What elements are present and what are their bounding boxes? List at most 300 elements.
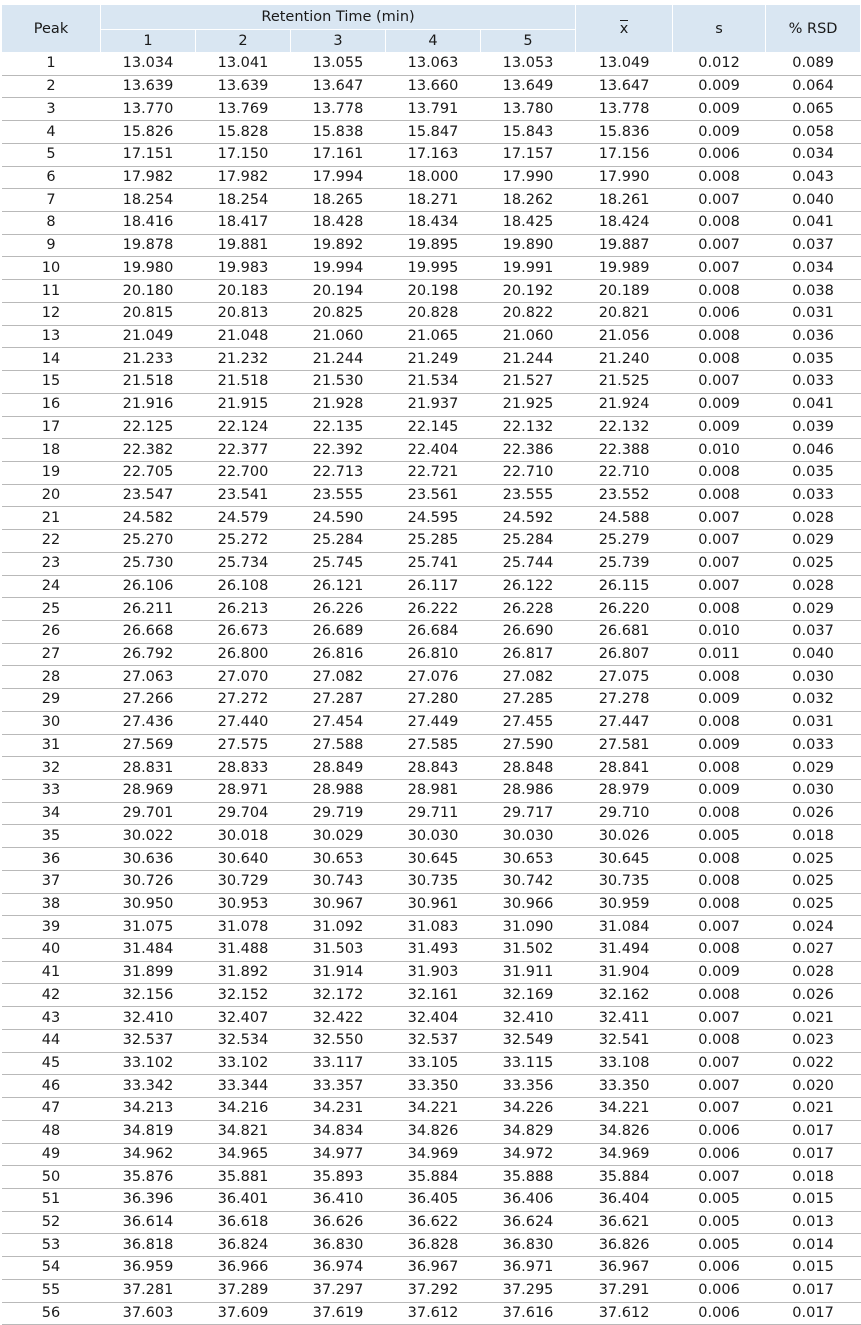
cell-rsd: 0.018 bbox=[766, 825, 861, 848]
cell-rsd: 0.021 bbox=[766, 1098, 861, 1121]
cell-rsd: 0.041 bbox=[766, 393, 861, 416]
cell-peak: 50 bbox=[2, 1166, 101, 1189]
cell-run-4: 26.117 bbox=[386, 575, 481, 598]
cell-run-2: 18.254 bbox=[196, 189, 291, 212]
cell-mean: 21.240 bbox=[576, 348, 673, 371]
cell-std-dev: 0.006 bbox=[673, 1143, 766, 1166]
cell-run-3: 36.626 bbox=[291, 1211, 386, 1234]
cell-peak: 29 bbox=[2, 689, 101, 712]
cell-rsd: 0.037 bbox=[766, 234, 861, 257]
cell-run-2: 17.150 bbox=[196, 143, 291, 166]
cell-run-1: 32.537 bbox=[101, 1029, 196, 1052]
table-row bbox=[2, 1188, 861, 1211]
cell-rsd: 0.031 bbox=[766, 711, 861, 734]
cell-run-2: 27.575 bbox=[196, 734, 291, 757]
cell-run-5: 27.455 bbox=[481, 711, 576, 734]
cell-run-1: 37.603 bbox=[101, 1302, 196, 1325]
cell-mean: 28.979 bbox=[576, 780, 673, 803]
cell-run-2: 36.401 bbox=[196, 1188, 291, 1211]
cell-std-dev: 0.007 bbox=[673, 234, 766, 257]
cell-run-3: 18.265 bbox=[291, 189, 386, 212]
cell-rsd: 0.015 bbox=[766, 1188, 861, 1211]
cell-std-dev: 0.008 bbox=[673, 325, 766, 348]
cell-std-dev: 0.008 bbox=[673, 280, 766, 303]
table-body bbox=[2, 53, 861, 1325]
cell-run-5: 21.527 bbox=[481, 371, 576, 394]
cell-run-5: 28.848 bbox=[481, 757, 576, 780]
cell-mean: 21.525 bbox=[576, 371, 673, 394]
cell-run-3: 36.410 bbox=[291, 1188, 386, 1211]
table-row bbox=[2, 348, 861, 371]
cell-run-3: 21.530 bbox=[291, 371, 386, 394]
cell-mean: 36.967 bbox=[576, 1257, 673, 1280]
cell-run-4: 35.884 bbox=[386, 1166, 481, 1189]
cell-run-4: 30.961 bbox=[386, 893, 481, 916]
cell-run-4: 24.595 bbox=[386, 507, 481, 530]
cell-run-3: 15.838 bbox=[291, 121, 386, 144]
header-mean-label: x bbox=[619, 20, 629, 37]
cell-run-2: 18.417 bbox=[196, 212, 291, 235]
cell-mean: 30.026 bbox=[576, 825, 673, 848]
cell-run-1: 25.270 bbox=[101, 530, 196, 553]
cell-run-5: 31.502 bbox=[481, 939, 576, 962]
cell-run-5: 37.295 bbox=[481, 1279, 576, 1302]
cell-run-1: 20.180 bbox=[101, 280, 196, 303]
cell-std-dev: 0.006 bbox=[673, 302, 766, 325]
cell-peak: 45 bbox=[2, 1052, 101, 1075]
header-mean bbox=[576, 5, 673, 53]
cell-run-3: 32.550 bbox=[291, 1029, 386, 1052]
cell-run-1: 31.899 bbox=[101, 961, 196, 984]
cell-run-5: 15.843 bbox=[481, 121, 576, 144]
cell-run-4: 26.810 bbox=[386, 643, 481, 666]
cell-run-4: 19.895 bbox=[386, 234, 481, 257]
table-row bbox=[2, 1075, 861, 1098]
cell-run-1: 21.916 bbox=[101, 393, 196, 416]
cell-run-4: 33.105 bbox=[386, 1052, 481, 1075]
table-row bbox=[2, 143, 861, 166]
cell-peak: 48 bbox=[2, 1120, 101, 1143]
cell-run-2: 24.579 bbox=[196, 507, 291, 530]
cell-run-1: 27.063 bbox=[101, 666, 196, 689]
cell-run-4: 30.735 bbox=[386, 870, 481, 893]
cell-run-1: 36.818 bbox=[101, 1234, 196, 1257]
cell-run-2: 13.769 bbox=[196, 98, 291, 121]
cell-run-4: 26.684 bbox=[386, 620, 481, 643]
cell-run-4: 27.585 bbox=[386, 734, 481, 757]
cell-mean: 23.552 bbox=[576, 484, 673, 507]
cell-run-3: 30.967 bbox=[291, 893, 386, 916]
cell-run-1: 34.819 bbox=[101, 1120, 196, 1143]
cell-run-4: 36.967 bbox=[386, 1257, 481, 1280]
cell-run-5: 29.717 bbox=[481, 802, 576, 825]
cell-run-3: 25.284 bbox=[291, 530, 386, 553]
cell-run-2: 31.892 bbox=[196, 961, 291, 984]
cell-rsd: 0.058 bbox=[766, 121, 861, 144]
cell-mean: 26.807 bbox=[576, 643, 673, 666]
cell-run-4: 31.083 bbox=[386, 916, 481, 939]
cell-run-4: 34.826 bbox=[386, 1120, 481, 1143]
cell-run-1: 36.614 bbox=[101, 1211, 196, 1234]
cell-peak: 1 bbox=[2, 53, 101, 76]
cell-run-5: 25.744 bbox=[481, 552, 576, 575]
cell-mean: 27.278 bbox=[576, 689, 673, 712]
cell-run-3: 31.092 bbox=[291, 916, 386, 939]
header-std-dev: s bbox=[673, 5, 766, 53]
cell-rsd: 0.037 bbox=[766, 620, 861, 643]
cell-mean: 26.681 bbox=[576, 620, 673, 643]
cell-std-dev: 0.009 bbox=[673, 393, 766, 416]
cell-std-dev: 0.005 bbox=[673, 1188, 766, 1211]
table-row bbox=[2, 1279, 861, 1302]
table-row bbox=[2, 53, 861, 76]
cell-rsd: 0.035 bbox=[766, 461, 861, 484]
table-row bbox=[2, 325, 861, 348]
cell-run-4: 27.076 bbox=[386, 666, 481, 689]
cell-std-dev: 0.008 bbox=[673, 757, 766, 780]
cell-run-3: 20.825 bbox=[291, 302, 386, 325]
cell-run-1: 28.831 bbox=[101, 757, 196, 780]
cell-rsd: 0.018 bbox=[766, 1166, 861, 1189]
cell-run-4: 29.711 bbox=[386, 802, 481, 825]
cell-run-4: 18.000 bbox=[386, 166, 481, 189]
cell-run-1: 34.213 bbox=[101, 1098, 196, 1121]
cell-rsd: 0.029 bbox=[766, 530, 861, 553]
cell-mean: 36.404 bbox=[576, 1188, 673, 1211]
cell-run-5: 27.082 bbox=[481, 666, 576, 689]
cell-rsd: 0.013 bbox=[766, 1211, 861, 1234]
table-row bbox=[2, 1211, 861, 1234]
cell-run-3: 22.135 bbox=[291, 416, 386, 439]
cell-std-dev: 0.007 bbox=[673, 552, 766, 575]
cell-std-dev: 0.009 bbox=[673, 75, 766, 98]
header-rsd: % RSD bbox=[766, 5, 861, 53]
cell-run-2: 30.729 bbox=[196, 870, 291, 893]
cell-run-4: 31.493 bbox=[386, 939, 481, 962]
cell-run-5: 37.616 bbox=[481, 1302, 576, 1325]
cell-mean: 25.279 bbox=[576, 530, 673, 553]
cell-run-2: 28.833 bbox=[196, 757, 291, 780]
cell-std-dev: 0.008 bbox=[673, 212, 766, 235]
cell-peak: 40 bbox=[2, 939, 101, 962]
table-row bbox=[2, 916, 861, 939]
table-row bbox=[2, 1052, 861, 1075]
table-row bbox=[2, 1029, 861, 1052]
cell-rsd: 0.025 bbox=[766, 552, 861, 575]
table-row bbox=[2, 598, 861, 621]
cell-rsd: 0.064 bbox=[766, 75, 861, 98]
cell-run-3: 20.194 bbox=[291, 280, 386, 303]
cell-std-dev: 0.007 bbox=[673, 530, 766, 553]
cell-peak: 22 bbox=[2, 530, 101, 553]
table-row bbox=[2, 371, 861, 394]
cell-run-5: 25.284 bbox=[481, 530, 576, 553]
cell-peak: 25 bbox=[2, 598, 101, 621]
cell-peak: 51 bbox=[2, 1188, 101, 1211]
header-run-5: 5 bbox=[481, 30, 576, 53]
cell-std-dev: 0.006 bbox=[673, 1120, 766, 1143]
table-header bbox=[2, 5, 861, 53]
cell-peak: 19 bbox=[2, 461, 101, 484]
cell-mean: 26.115 bbox=[576, 575, 673, 598]
cell-peak: 24 bbox=[2, 575, 101, 598]
cell-mean: 15.836 bbox=[576, 121, 673, 144]
cell-run-4: 34.221 bbox=[386, 1098, 481, 1121]
cell-run-1: 21.049 bbox=[101, 325, 196, 348]
cell-run-1: 27.266 bbox=[101, 689, 196, 712]
cell-peak: 52 bbox=[2, 1211, 101, 1234]
cell-run-1: 22.382 bbox=[101, 439, 196, 462]
table-row bbox=[2, 439, 861, 462]
cell-std-dev: 0.008 bbox=[673, 802, 766, 825]
cell-run-1: 22.705 bbox=[101, 461, 196, 484]
cell-mean: 37.291 bbox=[576, 1279, 673, 1302]
cell-rsd: 0.043 bbox=[766, 166, 861, 189]
cell-run-2: 30.953 bbox=[196, 893, 291, 916]
header-run-1: 1 bbox=[101, 30, 196, 53]
cell-run-2: 29.704 bbox=[196, 802, 291, 825]
cell-mean: 32.162 bbox=[576, 984, 673, 1007]
cell-run-2: 26.673 bbox=[196, 620, 291, 643]
table-row bbox=[2, 689, 861, 712]
cell-run-2: 21.915 bbox=[196, 393, 291, 416]
cell-peak: 11 bbox=[2, 280, 101, 303]
cell-run-1: 19.878 bbox=[101, 234, 196, 257]
cell-run-4: 23.561 bbox=[386, 484, 481, 507]
cell-run-4: 18.434 bbox=[386, 212, 481, 235]
cell-std-dev: 0.008 bbox=[673, 711, 766, 734]
cell-peak: 31 bbox=[2, 734, 101, 757]
cell-run-1: 18.416 bbox=[101, 212, 196, 235]
cell-std-dev: 0.009 bbox=[673, 734, 766, 757]
table-row bbox=[2, 1302, 861, 1325]
cell-run-4: 37.612 bbox=[386, 1302, 481, 1325]
cell-run-3: 36.974 bbox=[291, 1257, 386, 1280]
cell-rsd: 0.034 bbox=[766, 143, 861, 166]
cell-run-3: 24.590 bbox=[291, 507, 386, 530]
cell-std-dev: 0.007 bbox=[673, 189, 766, 212]
cell-run-5: 31.090 bbox=[481, 916, 576, 939]
cell-rsd: 0.041 bbox=[766, 212, 861, 235]
cell-peak: 53 bbox=[2, 1234, 101, 1257]
cell-run-5: 33.356 bbox=[481, 1075, 576, 1098]
cell-run-4: 15.847 bbox=[386, 121, 481, 144]
cell-run-5: 30.742 bbox=[481, 870, 576, 893]
table-row bbox=[2, 75, 861, 98]
table-row bbox=[2, 620, 861, 643]
cell-run-1: 35.876 bbox=[101, 1166, 196, 1189]
cell-run-5: 36.971 bbox=[481, 1257, 576, 1280]
cell-run-5: 32.169 bbox=[481, 984, 576, 1007]
cell-run-4: 27.449 bbox=[386, 711, 481, 734]
cell-rsd: 0.025 bbox=[766, 893, 861, 916]
cell-mean: 30.959 bbox=[576, 893, 673, 916]
cell-run-2: 25.734 bbox=[196, 552, 291, 575]
cell-run-2: 17.982 bbox=[196, 166, 291, 189]
cell-rsd: 0.026 bbox=[766, 984, 861, 1007]
cell-run-2: 33.344 bbox=[196, 1075, 291, 1098]
table-row bbox=[2, 302, 861, 325]
cell-run-3: 19.994 bbox=[291, 257, 386, 280]
cell-run-2: 28.971 bbox=[196, 780, 291, 803]
cell-mean: 36.826 bbox=[576, 1234, 673, 1257]
cell-run-3: 28.849 bbox=[291, 757, 386, 780]
cell-rsd: 0.033 bbox=[766, 371, 861, 394]
cell-run-5: 34.829 bbox=[481, 1120, 576, 1143]
cell-rsd: 0.017 bbox=[766, 1302, 861, 1325]
cell-run-2: 27.272 bbox=[196, 689, 291, 712]
cell-run-4: 30.645 bbox=[386, 848, 481, 871]
cell-run-4: 17.163 bbox=[386, 143, 481, 166]
cell-mean: 21.056 bbox=[576, 325, 673, 348]
cell-mean: 20.821 bbox=[576, 302, 673, 325]
cell-rsd: 0.040 bbox=[766, 643, 861, 666]
cell-run-1: 28.969 bbox=[101, 780, 196, 803]
cell-run-1: 32.156 bbox=[101, 984, 196, 1007]
cell-peak: 20 bbox=[2, 484, 101, 507]
cell-run-1: 30.022 bbox=[101, 825, 196, 848]
table-row bbox=[2, 484, 861, 507]
cell-mean: 32.541 bbox=[576, 1029, 673, 1052]
cell-peak: 43 bbox=[2, 1007, 101, 1030]
cell-run-1: 36.959 bbox=[101, 1257, 196, 1280]
cell-peak: 6 bbox=[2, 166, 101, 189]
cell-run-3: 37.297 bbox=[291, 1279, 386, 1302]
cell-mean: 13.049 bbox=[576, 53, 673, 76]
cell-run-4: 36.405 bbox=[386, 1188, 481, 1211]
cell-run-2: 21.232 bbox=[196, 348, 291, 371]
cell-run-3: 26.689 bbox=[291, 620, 386, 643]
cell-rsd: 0.022 bbox=[766, 1052, 861, 1075]
cell-run-2: 31.488 bbox=[196, 939, 291, 962]
table-row bbox=[2, 280, 861, 303]
cell-run-3: 27.082 bbox=[291, 666, 386, 689]
cell-rsd: 0.023 bbox=[766, 1029, 861, 1052]
cell-run-2: 22.377 bbox=[196, 439, 291, 462]
cell-run-1: 29.701 bbox=[101, 802, 196, 825]
cell-mean: 19.887 bbox=[576, 234, 673, 257]
table-row bbox=[2, 121, 861, 144]
cell-mean: 32.411 bbox=[576, 1007, 673, 1030]
cell-mean: 27.075 bbox=[576, 666, 673, 689]
cell-rsd: 0.025 bbox=[766, 848, 861, 871]
cell-run-5: 21.925 bbox=[481, 393, 576, 416]
table-row bbox=[2, 552, 861, 575]
cell-std-dev: 0.010 bbox=[673, 439, 766, 462]
cell-run-3: 22.392 bbox=[291, 439, 386, 462]
cell-run-2: 35.881 bbox=[196, 1166, 291, 1189]
cell-mean: 13.647 bbox=[576, 75, 673, 98]
cell-run-2: 32.152 bbox=[196, 984, 291, 1007]
cell-run-4: 21.249 bbox=[386, 348, 481, 371]
table-row bbox=[2, 870, 861, 893]
cell-peak: 16 bbox=[2, 393, 101, 416]
cell-run-2: 15.828 bbox=[196, 121, 291, 144]
cell-std-dev: 0.008 bbox=[673, 1029, 766, 1052]
cell-run-1: 27.436 bbox=[101, 711, 196, 734]
cell-run-4: 31.903 bbox=[386, 961, 481, 984]
cell-run-1: 21.233 bbox=[101, 348, 196, 371]
cell-run-3: 23.555 bbox=[291, 484, 386, 507]
cell-peak: 41 bbox=[2, 961, 101, 984]
cell-run-5: 20.822 bbox=[481, 302, 576, 325]
cell-rsd: 0.025 bbox=[766, 870, 861, 893]
cell-std-dev: 0.007 bbox=[673, 1098, 766, 1121]
table-row bbox=[2, 461, 861, 484]
cell-run-3: 19.892 bbox=[291, 234, 386, 257]
cell-rsd: 0.031 bbox=[766, 302, 861, 325]
cell-mean: 30.645 bbox=[576, 848, 673, 871]
cell-std-dev: 0.007 bbox=[673, 257, 766, 280]
cell-std-dev: 0.008 bbox=[673, 166, 766, 189]
cell-run-5: 33.115 bbox=[481, 1052, 576, 1075]
cell-run-1: 26.106 bbox=[101, 575, 196, 598]
cell-run-2: 31.078 bbox=[196, 916, 291, 939]
cell-std-dev: 0.011 bbox=[673, 643, 766, 666]
cell-std-dev: 0.008 bbox=[673, 348, 766, 371]
table-row bbox=[2, 893, 861, 916]
cell-run-5: 32.549 bbox=[481, 1029, 576, 1052]
table-row bbox=[2, 416, 861, 439]
cell-run-1: 32.410 bbox=[101, 1007, 196, 1030]
table-row bbox=[2, 234, 861, 257]
cell-std-dev: 0.009 bbox=[673, 416, 766, 439]
cell-mean: 36.621 bbox=[576, 1211, 673, 1234]
cell-peak: 14 bbox=[2, 348, 101, 371]
cell-std-dev: 0.008 bbox=[673, 461, 766, 484]
cell-run-2: 26.108 bbox=[196, 575, 291, 598]
cell-rsd: 0.033 bbox=[766, 484, 861, 507]
cell-run-4: 27.280 bbox=[386, 689, 481, 712]
cell-run-1: 13.034 bbox=[101, 53, 196, 76]
cell-run-1: 17.151 bbox=[101, 143, 196, 166]
cell-rsd: 0.034 bbox=[766, 257, 861, 280]
cell-peak: 3 bbox=[2, 98, 101, 121]
cell-run-3: 34.977 bbox=[291, 1143, 386, 1166]
cell-run-5: 22.710 bbox=[481, 461, 576, 484]
cell-run-5: 21.060 bbox=[481, 325, 576, 348]
cell-run-5: 20.192 bbox=[481, 280, 576, 303]
cell-std-dev: 0.012 bbox=[673, 53, 766, 76]
cell-run-5: 26.817 bbox=[481, 643, 576, 666]
cell-run-2: 26.800 bbox=[196, 643, 291, 666]
cell-rsd: 0.029 bbox=[766, 757, 861, 780]
cell-run-1: 27.569 bbox=[101, 734, 196, 757]
header-retention-time: Retention Time (min) bbox=[101, 5, 576, 30]
cell-peak: 46 bbox=[2, 1075, 101, 1098]
cell-std-dev: 0.008 bbox=[673, 893, 766, 916]
cell-run-3: 31.503 bbox=[291, 939, 386, 962]
cell-run-4: 21.065 bbox=[386, 325, 481, 348]
cell-run-5: 17.157 bbox=[481, 143, 576, 166]
cell-rsd: 0.026 bbox=[766, 802, 861, 825]
cell-peak: 2 bbox=[2, 75, 101, 98]
cell-peak: 7 bbox=[2, 189, 101, 212]
table-row bbox=[2, 575, 861, 598]
cell-rsd: 0.032 bbox=[766, 689, 861, 712]
cell-run-3: 13.055 bbox=[291, 53, 386, 76]
cell-run-2: 22.124 bbox=[196, 416, 291, 439]
cell-peak: 8 bbox=[2, 212, 101, 235]
cell-std-dev: 0.009 bbox=[673, 689, 766, 712]
cell-rsd: 0.020 bbox=[766, 1075, 861, 1098]
cell-run-4: 13.660 bbox=[386, 75, 481, 98]
cell-run-5: 22.132 bbox=[481, 416, 576, 439]
table-row bbox=[2, 825, 861, 848]
cell-mean: 17.990 bbox=[576, 166, 673, 189]
cell-run-5: 24.592 bbox=[481, 507, 576, 530]
cell-run-3: 36.830 bbox=[291, 1234, 386, 1257]
